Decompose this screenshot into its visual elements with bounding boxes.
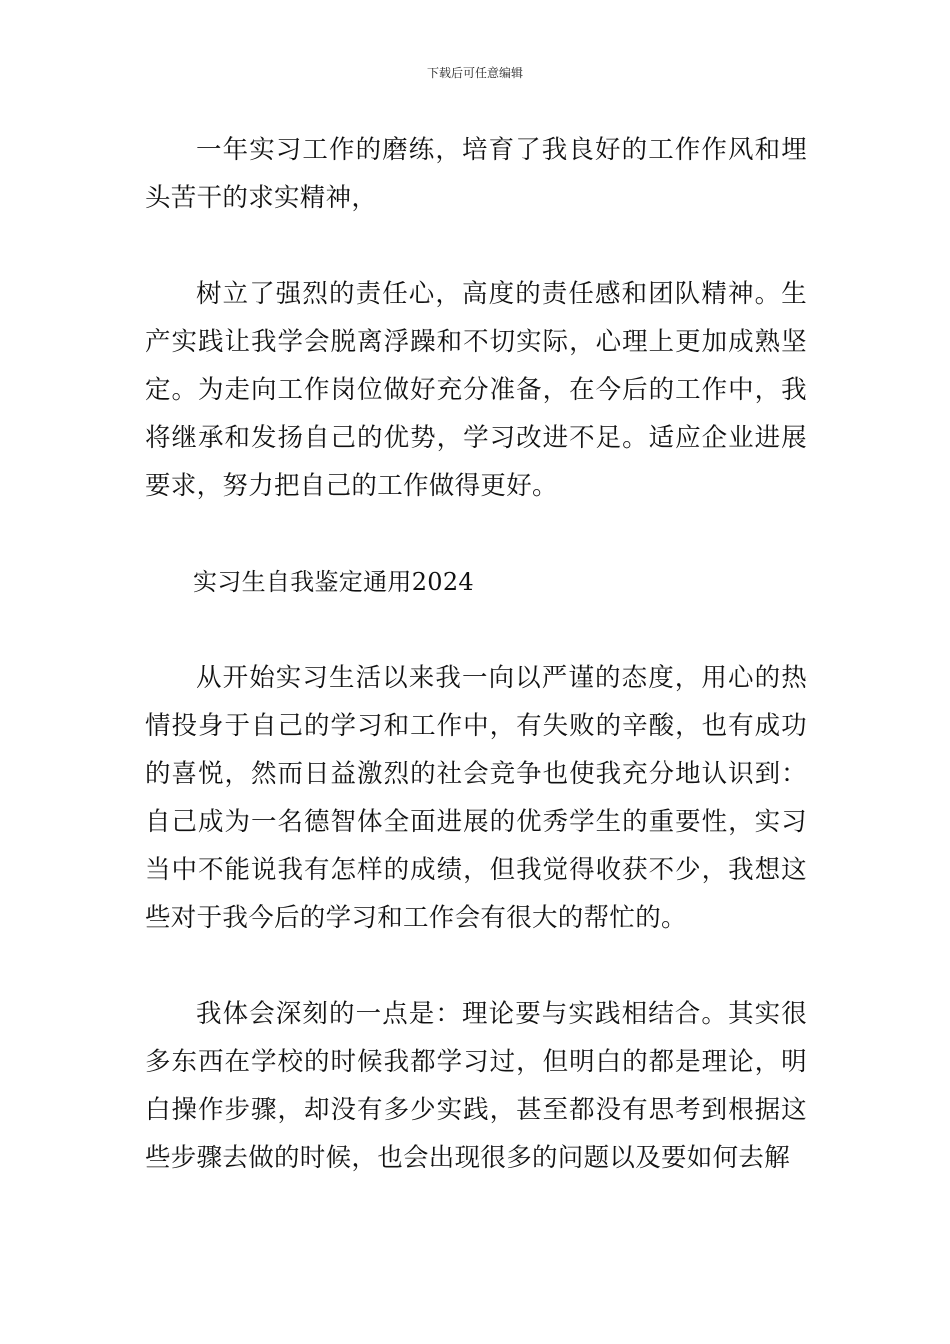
paragraph-1: 一年实习工作的磨练，培育了我良好的工作作风和埋头苦干的求实精神， [145, 135, 807, 213]
paragraph-3: 从开始实习生活以来我一向以严谨的态度，用心的热情投身于自己的学习和工作中，有失败的辛酸，也有成功的喜悦，然而日益激烈的社会竞争也使我充分地认识到：自己成为一名德智体全面进展的优秀学生的重要性，实习当中不能说我有怎样的成绩，但我觉得收获不少，我想这些对于我今后的学习和工作会有很大的帮忙的。 [145, 663, 807, 933]
document-body [145, 126, 807, 1182]
paragraph-4: 我体会深刻的一点是：理论要与实践相结合。其实很多东西在学校的时候我都学习过，但明白的都是理论，明白操作步骤，却没有多少实践，甚至都没有思考到根据这些步骤去做的时候，也会出现很多的问题以及要如何去解 [145, 999, 807, 1173]
page-header: 下载后可任意编辑 [426, 66, 523, 80]
paragraph-2: 树立了强烈的责任心，高度的责任感和团队精神。生产实践让我学会脱离浮躁和不切实际，心理上更加成熟坚定。为走向工作岗位做好充分准备，在今后的工作中，我将继承和发扬自己的优势，学习改进不足。适应企业进展要求，努力把自己的工作做得更好。 [145, 279, 807, 501]
section-heading: 实习生自我鉴定通用2024 [193, 568, 474, 596]
